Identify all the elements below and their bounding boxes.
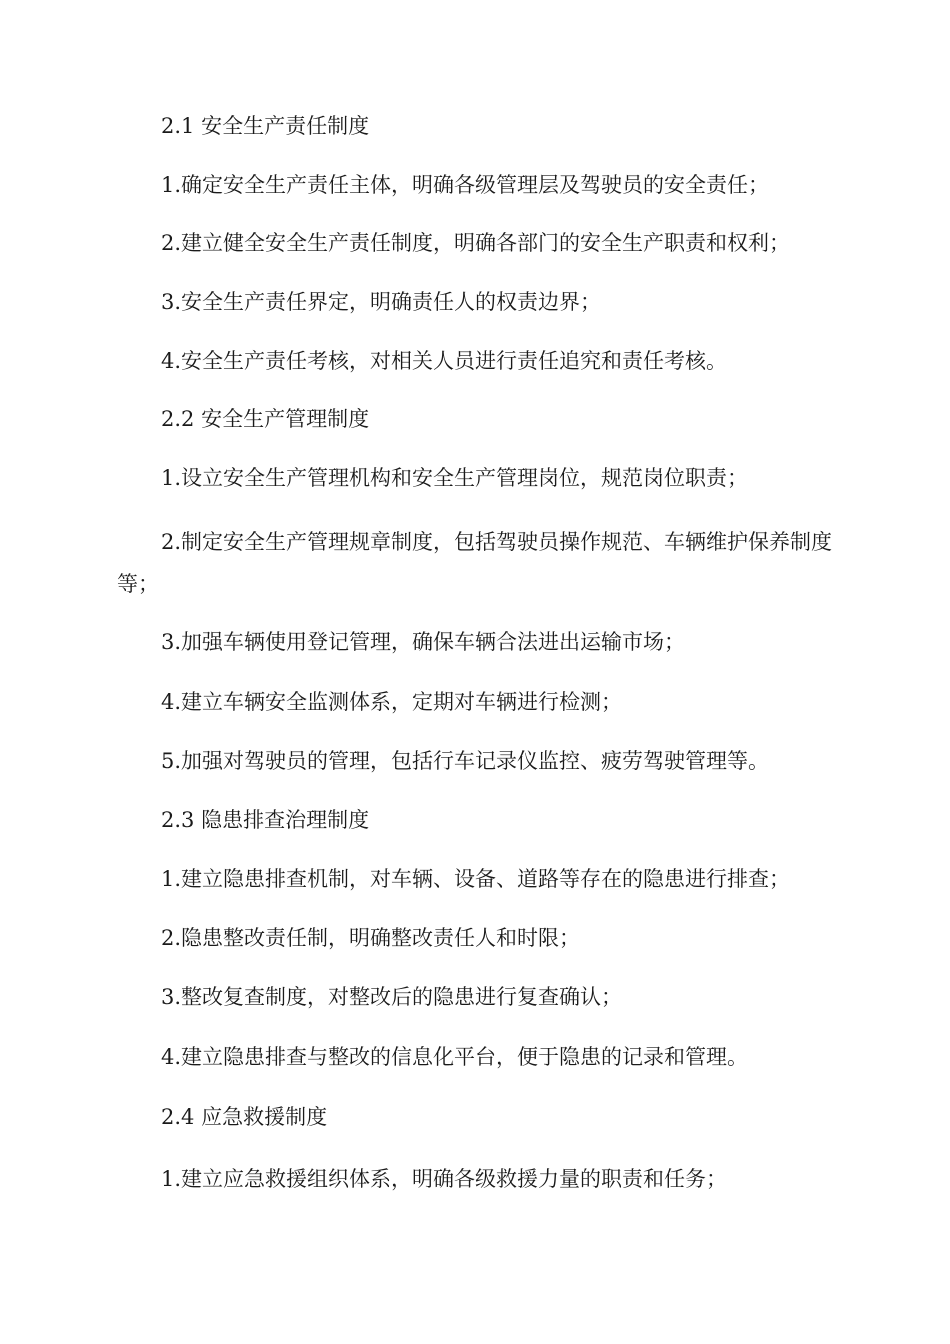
- paragraph: 1.建立隐患排查机制，对车辆、设备、道路等存在的隐患进行排查；: [161, 867, 791, 891]
- paragraph: 3.安全生产责任界定，明确责任人的权责边界；: [161, 290, 602, 314]
- section-heading-2-2: 2.2 安全生产管理制度: [161, 407, 370, 431]
- paragraph: 3.整改复查制度，对整改后的隐患进行复查确认；: [161, 985, 623, 1009]
- section-heading-2-3: 2.3 隐患排查治理制度: [161, 808, 370, 832]
- paragraph: 5.加强对驾驶员的管理，包括行车记录仪监控、疲劳驾驶管理等。: [161, 749, 770, 773]
- section-heading-2-1: 2.1 安全生产责任制度: [161, 114, 370, 138]
- paragraph: 3.加强车辆使用登记管理，确保车辆合法进出运输市场；: [161, 630, 686, 654]
- paragraph: 2.制定安全生产管理规章制度，包括驾驶员操作规范、车辆维护保养制度等；: [117, 530, 833, 596]
- paragraph: 1.确定安全生产责任主体，明确各级管理层及驾驶员的安全责任；: [161, 173, 770, 197]
- paragraph: 4.建立车辆安全监测体系，定期对车辆进行检测；: [161, 690, 623, 714]
- section-heading-2-4: 2.4 应急救援制度: [161, 1105, 328, 1129]
- paragraph: 1.设立安全生产管理机构和安全生产管理岗位，规范岗位职责；: [161, 466, 749, 490]
- paragraph: 2.隐患整改责任制，明确整改责任人和时限；: [161, 926, 581, 950]
- paragraph: 4.安全生产责任考核，对相关人员进行责任追究和责任考核。: [161, 349, 728, 373]
- paragraph: 2.建立健全安全生产责任制度，明确各部门的安全生产职责和权利；: [161, 231, 791, 255]
- paragraph: 4.建立隐患排查与整改的信息化平台，便于隐患的记录和管理。: [161, 1045, 749, 1069]
- paragraph: 1.建立应急救援组织体系，明确各级救援力量的职责和任务；: [161, 1167, 728, 1191]
